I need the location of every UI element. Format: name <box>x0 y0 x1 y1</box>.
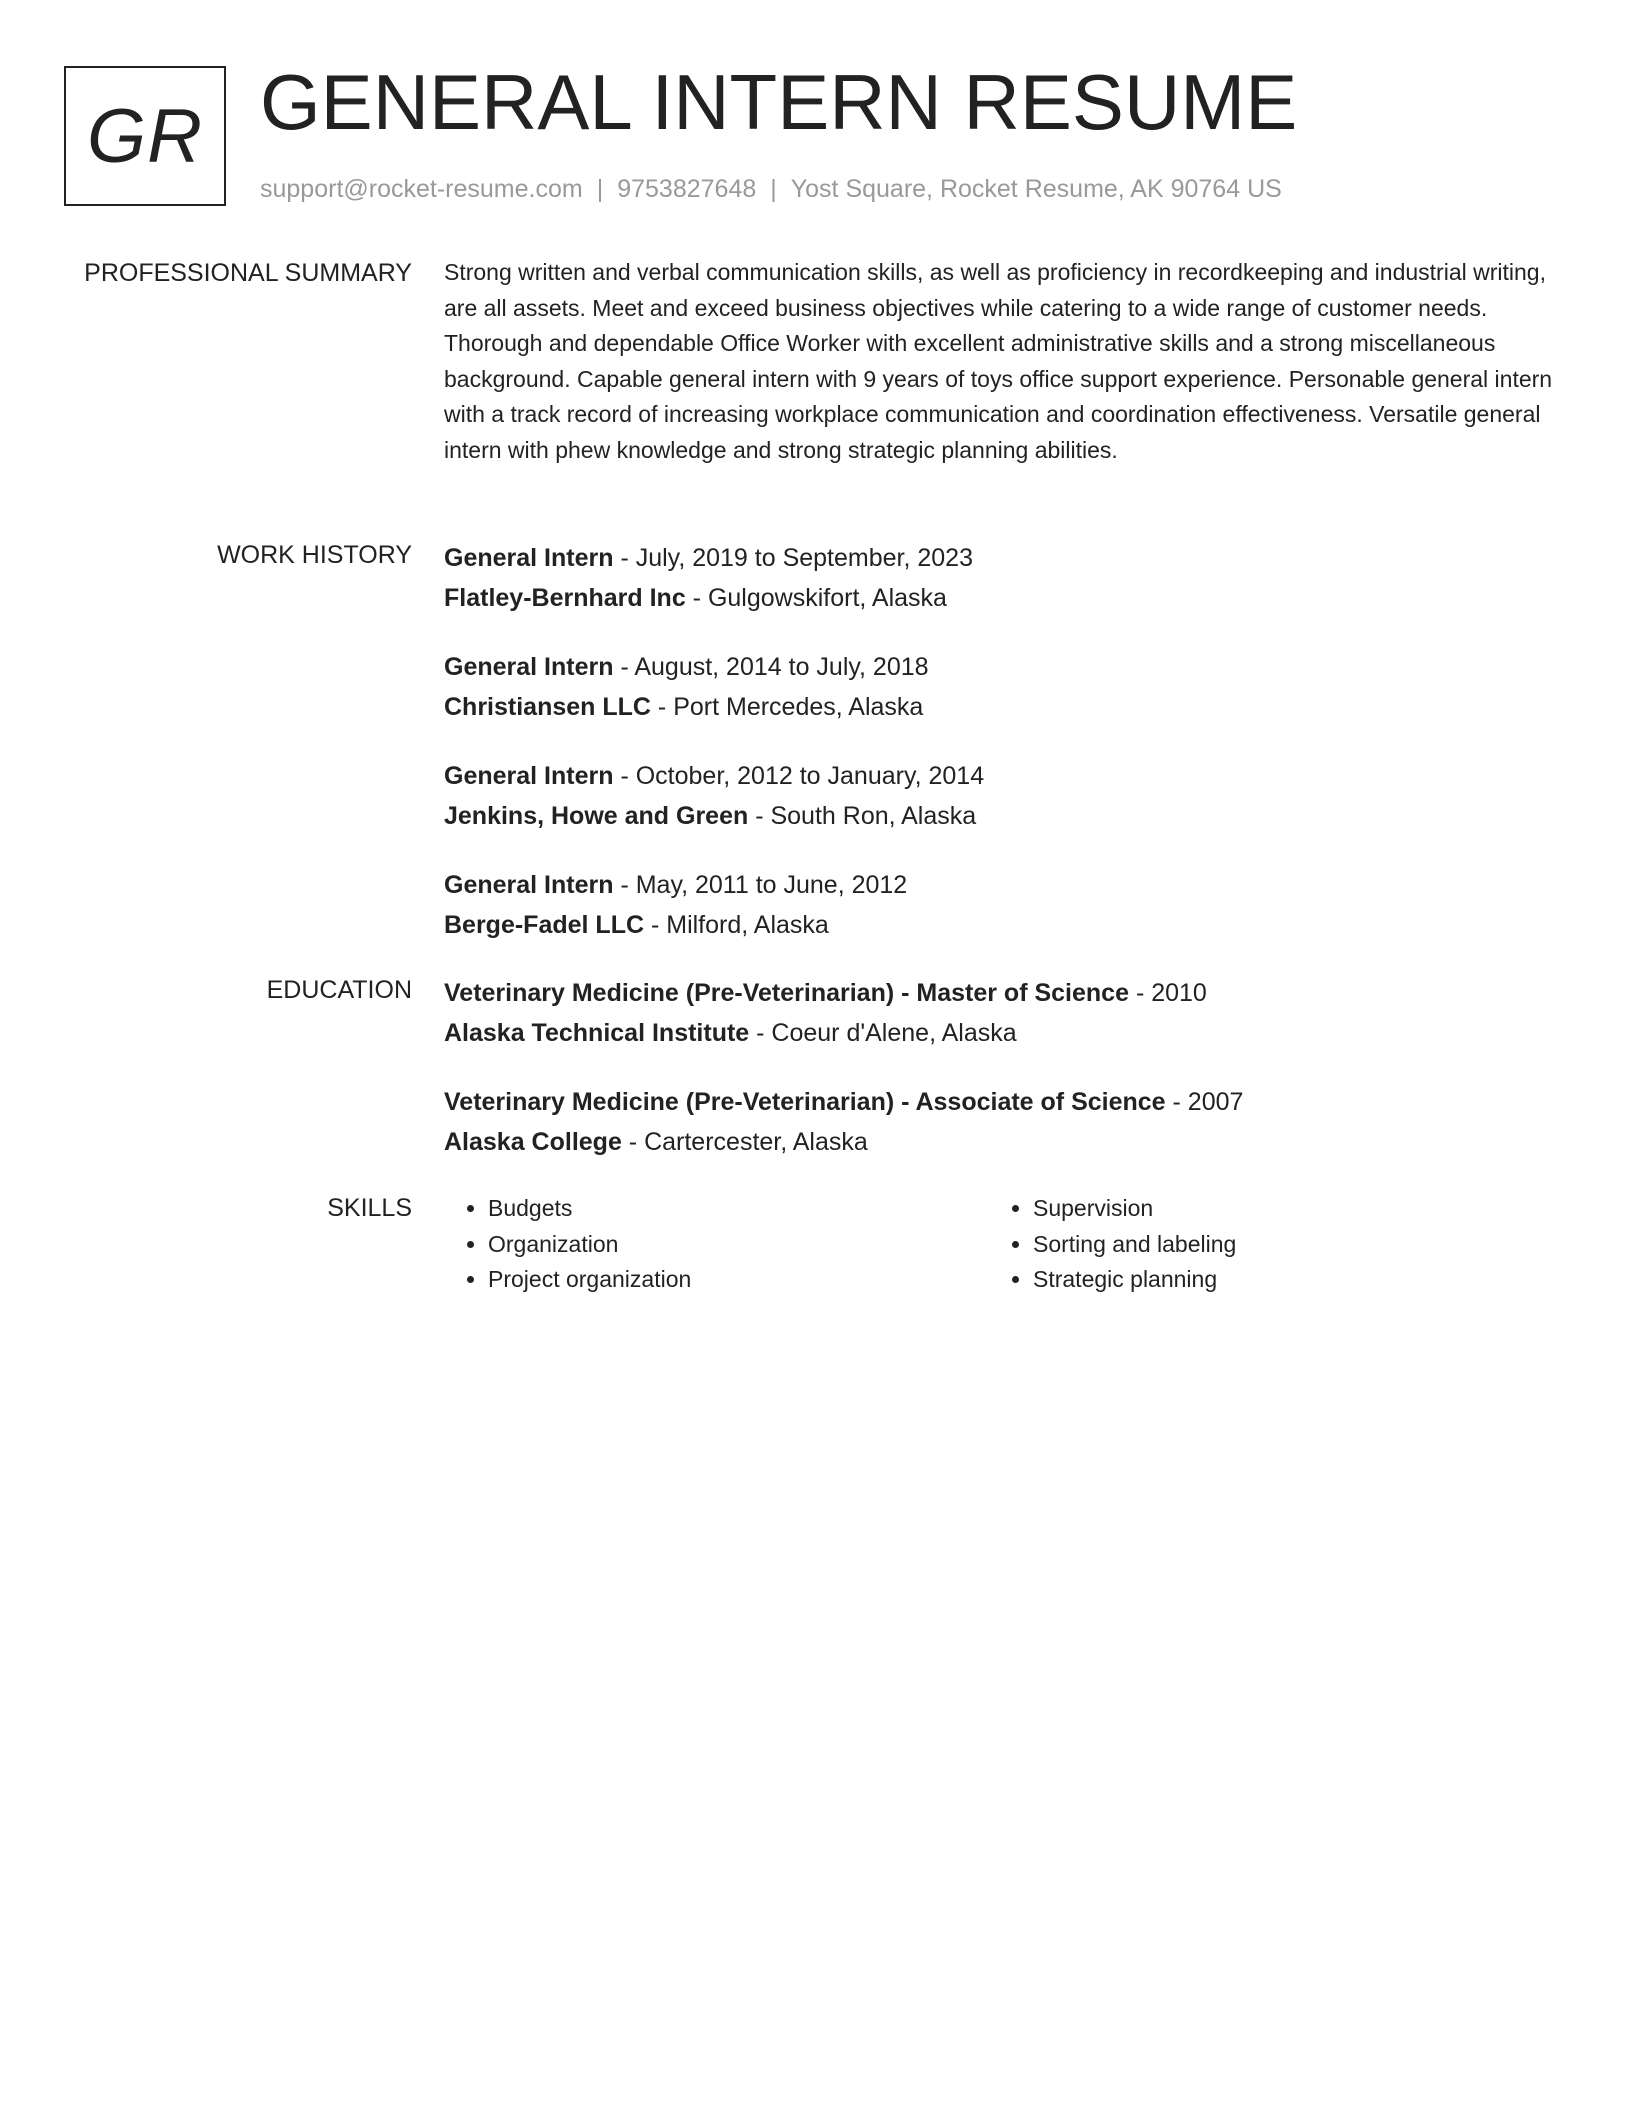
school-location: - Coeur d'Alene, Alaska <box>749 1019 1017 1047</box>
skills-heading: SKILLS <box>327 1194 412 1222</box>
degree-year: - 2007 <box>1165 1088 1244 1116</box>
employer-location: - Milford, Alaska <box>644 911 829 939</box>
job-dates: - July, 2019 to September, 2023 <box>613 544 973 572</box>
job-dates: - August, 2014 to July, 2018 <box>613 653 929 681</box>
school-name: Alaska College <box>444 1128 622 1156</box>
resume-title: GENERAL INTERN RESUME <box>260 58 1298 146</box>
skills-list-right <box>989 1191 1534 1298</box>
contact-phone: 9753827648 <box>617 175 757 203</box>
school-name: Alaska Technical Institute <box>444 1019 750 1047</box>
education-entry <box>444 1082 1562 1162</box>
job-title: General Intern <box>444 653 614 681</box>
skill-item: • Sorting and labeling <box>1033 1227 1534 1263</box>
job-title: General Intern <box>444 544 614 572</box>
employer-location: - Port Mercedes, Alaska <box>650 693 924 721</box>
school-location: - Cartercester, Alaska <box>621 1128 868 1156</box>
skills-list-left <box>444 1191 989 1298</box>
skill-item: • Supervision <box>1033 1191 1534 1227</box>
employer-location: - South Ron, Alaska <box>748 802 977 830</box>
degree-name: Veterinary Medicine (Pre-Veterinarian) - Associate of Science <box>444 1088 1166 1116</box>
employer-name: Jenkins, Howe and Green <box>444 802 749 830</box>
skill-item: • Project organization <box>488 1262 989 1298</box>
degree-name: Veterinary Medicine (Pre-Veterinarian) - Master of Science <box>444 979 1129 1007</box>
job-title: General Intern <box>444 871 614 899</box>
skill-item: • Organization <box>488 1227 989 1263</box>
monogram-logo: GR <box>64 66 226 206</box>
job-title: General Intern <box>444 762 614 790</box>
education-entry <box>444 973 1562 1053</box>
employer-name: Berge-Fadel LLC <box>444 911 645 939</box>
work-history-heading: WORK HISTORY <box>217 541 412 569</box>
contact-separator: | <box>596 175 604 203</box>
contact-email: support@rocket-resume.com <box>260 175 583 203</box>
work-entry <box>444 538 1562 618</box>
summary-heading: PROFESSIONAL SUMMARY <box>84 259 412 287</box>
degree-year: - 2010 <box>1129 979 1207 1007</box>
summary-text: Strong written and verbal communication skills, as well as proficiency in recordkeeping and industrial writing, are all assets. Meet and exceed business objectives while catering to a wide range of customer needs. Thorough and dependable Office Worker with excellent administrative skills and a strong miscellaneous background. Capable general intern with 9 years of toys office support experience. Personable general intern with a track record of increasing workplace communication and coordination effectiveness. Versatile general intern with phew knowledge and strong strategic planning abilities. <box>444 259 1553 463</box>
employer-name: Flatley-Bernhard Inc <box>444 584 686 612</box>
skill-item: • Budgets <box>488 1191 989 1227</box>
job-dates: - October, 2012 to January, 2014 <box>613 762 985 790</box>
education-heading: EDUCATION <box>266 976 412 1004</box>
contact-separator: | <box>770 175 777 203</box>
employer-name: Christiansen LLC <box>444 693 651 721</box>
work-entry <box>444 756 1562 836</box>
contact-address: Yost Square, Rocket Resume, AK 90764 US <box>790 175 1282 203</box>
employer-location: - Gulgowskifort, Alaska <box>685 584 947 612</box>
work-entry <box>444 647 1562 727</box>
job-dates: - May, 2011 to June, 2012 <box>613 871 908 899</box>
work-entry <box>444 865 1562 945</box>
contact-line <box>260 174 1282 204</box>
skill-item: • Strategic planning <box>1033 1262 1534 1298</box>
